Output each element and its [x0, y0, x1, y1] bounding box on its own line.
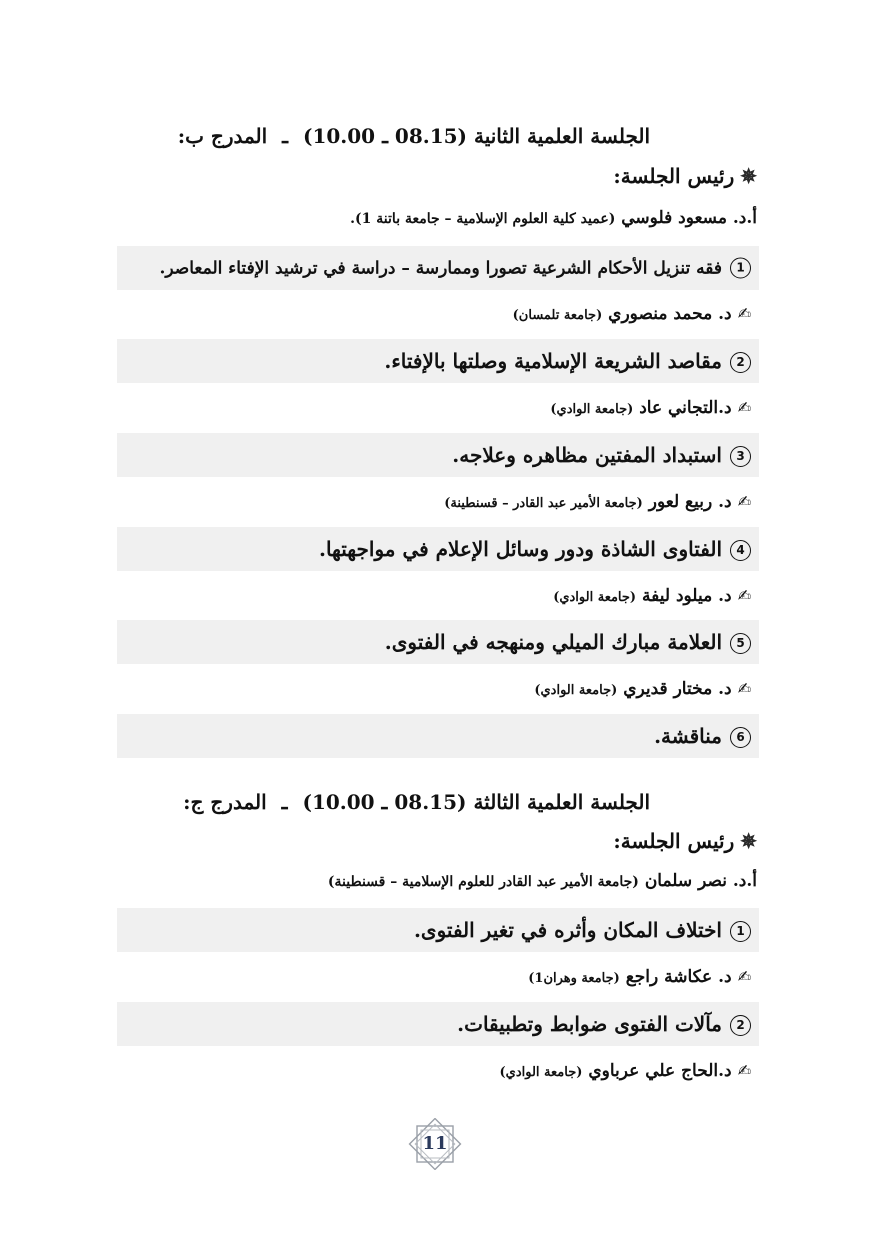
speaker-row: [117, 1049, 759, 1093]
speaker-line: [513, 304, 751, 324]
session-3-hall: المدرج ج: [190, 790, 267, 814]
speaker-affiliation: (جامعة وهران1): [528, 971, 620, 986]
session-3-dash: ـ: [281, 790, 288, 814]
speaker-line: [534, 679, 751, 699]
speaker-row: [117, 574, 759, 618]
session-3-time: (08.15 ـ 10.00): [302, 790, 467, 814]
star-ornament-icon: ✵: [740, 164, 757, 188]
session-2-chair-label-line: [613, 164, 757, 188]
speaker-name: د.الحاج علي عرباوي: [588, 1061, 732, 1081]
talk-title-line: [452, 443, 751, 467]
star-ornament-icon: ✵: [740, 829, 757, 853]
talk-title-line: [457, 1012, 751, 1036]
speaker-line: [444, 492, 751, 512]
circled-number: 1: [730, 921, 751, 942]
session-3-chair: [328, 871, 757, 891]
session-2-chair-label: رئيس الجلسة:: [613, 164, 735, 188]
speaker-row: [117, 480, 759, 524]
talk-title: مناقشة.: [654, 724, 722, 748]
talk-row: [117, 714, 759, 758]
talk-row: [117, 620, 759, 664]
session-3-chair-label-line: [613, 829, 757, 853]
talk-title: الفتاوى الشاذة ودور وسائل الإعلام في مواجهتها.: [319, 537, 722, 561]
circled-number: 5: [730, 633, 751, 654]
circled-number: 2: [730, 352, 751, 373]
pen-icon: ✍: [737, 1061, 751, 1080]
page-number-badge: [405, 1118, 465, 1170]
session-3-chair-label: رئيس الجلسة:: [613, 829, 735, 853]
pen-icon: ✍: [737, 586, 751, 605]
speaker-row: [117, 292, 759, 336]
talk-title-line: [319, 537, 751, 561]
session-2-chair-affiliation: (عميد كلية العلوم الإسلامية – جامعة باتنة 1).: [350, 211, 616, 227]
speaker-line: [528, 967, 751, 987]
talk-row: [117, 246, 759, 290]
speaker-line: [550, 398, 751, 418]
speaker-row: [117, 667, 759, 711]
circled-number: 3: [730, 446, 751, 467]
pen-icon: ✍: [737, 967, 751, 986]
talk-row: [117, 908, 759, 952]
page-number: 11: [422, 1133, 448, 1154]
speaker-row: [117, 386, 759, 430]
speaker-line: [553, 586, 751, 606]
session-2-hall: المدرج ب: [185, 124, 268, 148]
pen-icon: ✍: [737, 398, 751, 417]
speaker-affiliation: (جامعة الوادي): [553, 590, 637, 605]
speaker-affiliation: (جامعة تلمسان): [512, 308, 603, 323]
session-2-colon: :: [177, 124, 186, 148]
speaker-affiliation: (جامعة الوادي): [550, 402, 634, 417]
session-3-colon: :: [183, 790, 191, 814]
talk-title-line: [414, 918, 751, 942]
talk-title: استبداد المفتين مظاهره وعلاجه.: [452, 443, 722, 467]
circled-number: 4: [730, 540, 751, 561]
talk-title-line: [654, 724, 751, 748]
speaker-affiliation: (جامعة الوادي): [534, 683, 618, 698]
talk-row: [117, 339, 759, 383]
session-2-time: (08.15 ـ 10.00): [303, 124, 468, 148]
session-2-heading: [120, 124, 650, 148]
session-3-title: الجلسة العلمية الثالثة: [473, 790, 650, 814]
pen-icon: ✍: [737, 679, 751, 698]
talk-title-line: [385, 630, 751, 654]
speaker-name: د. عكاشة راجع: [625, 967, 732, 987]
talk-title: العلامة مبارك الميلي ومنهجه في الفتوى.: [384, 630, 722, 654]
talk-row: [117, 527, 759, 571]
session-2-title: الجلسة العلمية الثانية: [473, 124, 650, 148]
speaker-name: د. مختار قديري: [623, 679, 732, 699]
talk-title-line: [384, 349, 751, 373]
circled-number: 2: [730, 1015, 751, 1036]
talk-title-line: [160, 258, 752, 279]
session-2-dash: ـ: [282, 124, 289, 148]
speaker-line: [500, 1061, 751, 1081]
talk-title: مقاصد الشريعة الإسلامية وصلتها بالإفتاء.: [384, 349, 722, 373]
speaker-name: د. ربيع لعور: [648, 492, 732, 512]
speaker-row: [117, 955, 759, 999]
pen-icon: ✍: [737, 492, 751, 511]
circled-number: 1: [730, 258, 751, 279]
speaker-name: د.التجاني عاد: [639, 398, 732, 418]
speaker-affiliation: (جامعة الوادي): [499, 1065, 583, 1080]
talk-title: اختلاف المكان وأثره في تغير الفتوى.: [413, 918, 722, 942]
speaker-name: د. محمد منصوري: [608, 304, 732, 324]
circled-number: 6: [730, 727, 751, 748]
talk-title: مآلات الفتوى ضوابط وتطبيقات.: [457, 1012, 722, 1036]
session-2-chair-name: أ.د. مسعود فلوسي: [621, 208, 757, 228]
session-2-chair: [350, 208, 757, 228]
talk-row: [117, 433, 759, 477]
session-3-chair-affiliation: (جامعة الأمير عبد القادر للعلوم الإسلامية – قسنطينة): [327, 874, 639, 890]
session-3-chair-name: أ.د. نصر سلمان: [644, 871, 757, 891]
speaker-affiliation: (جامعة الأمير عبد القادر – قسنطينة): [444, 496, 643, 511]
talk-row: [117, 1002, 759, 1046]
speaker-name: د. ميلود ليفة: [642, 586, 732, 606]
pen-icon: ✍: [737, 304, 751, 323]
session-3-heading: [120, 790, 650, 814]
talk-title: فقه تنزيل الأحكام الشرعية تصورا وممارسة – دراسة في ترشيد الإفتاء المعاصر.: [159, 258, 722, 279]
